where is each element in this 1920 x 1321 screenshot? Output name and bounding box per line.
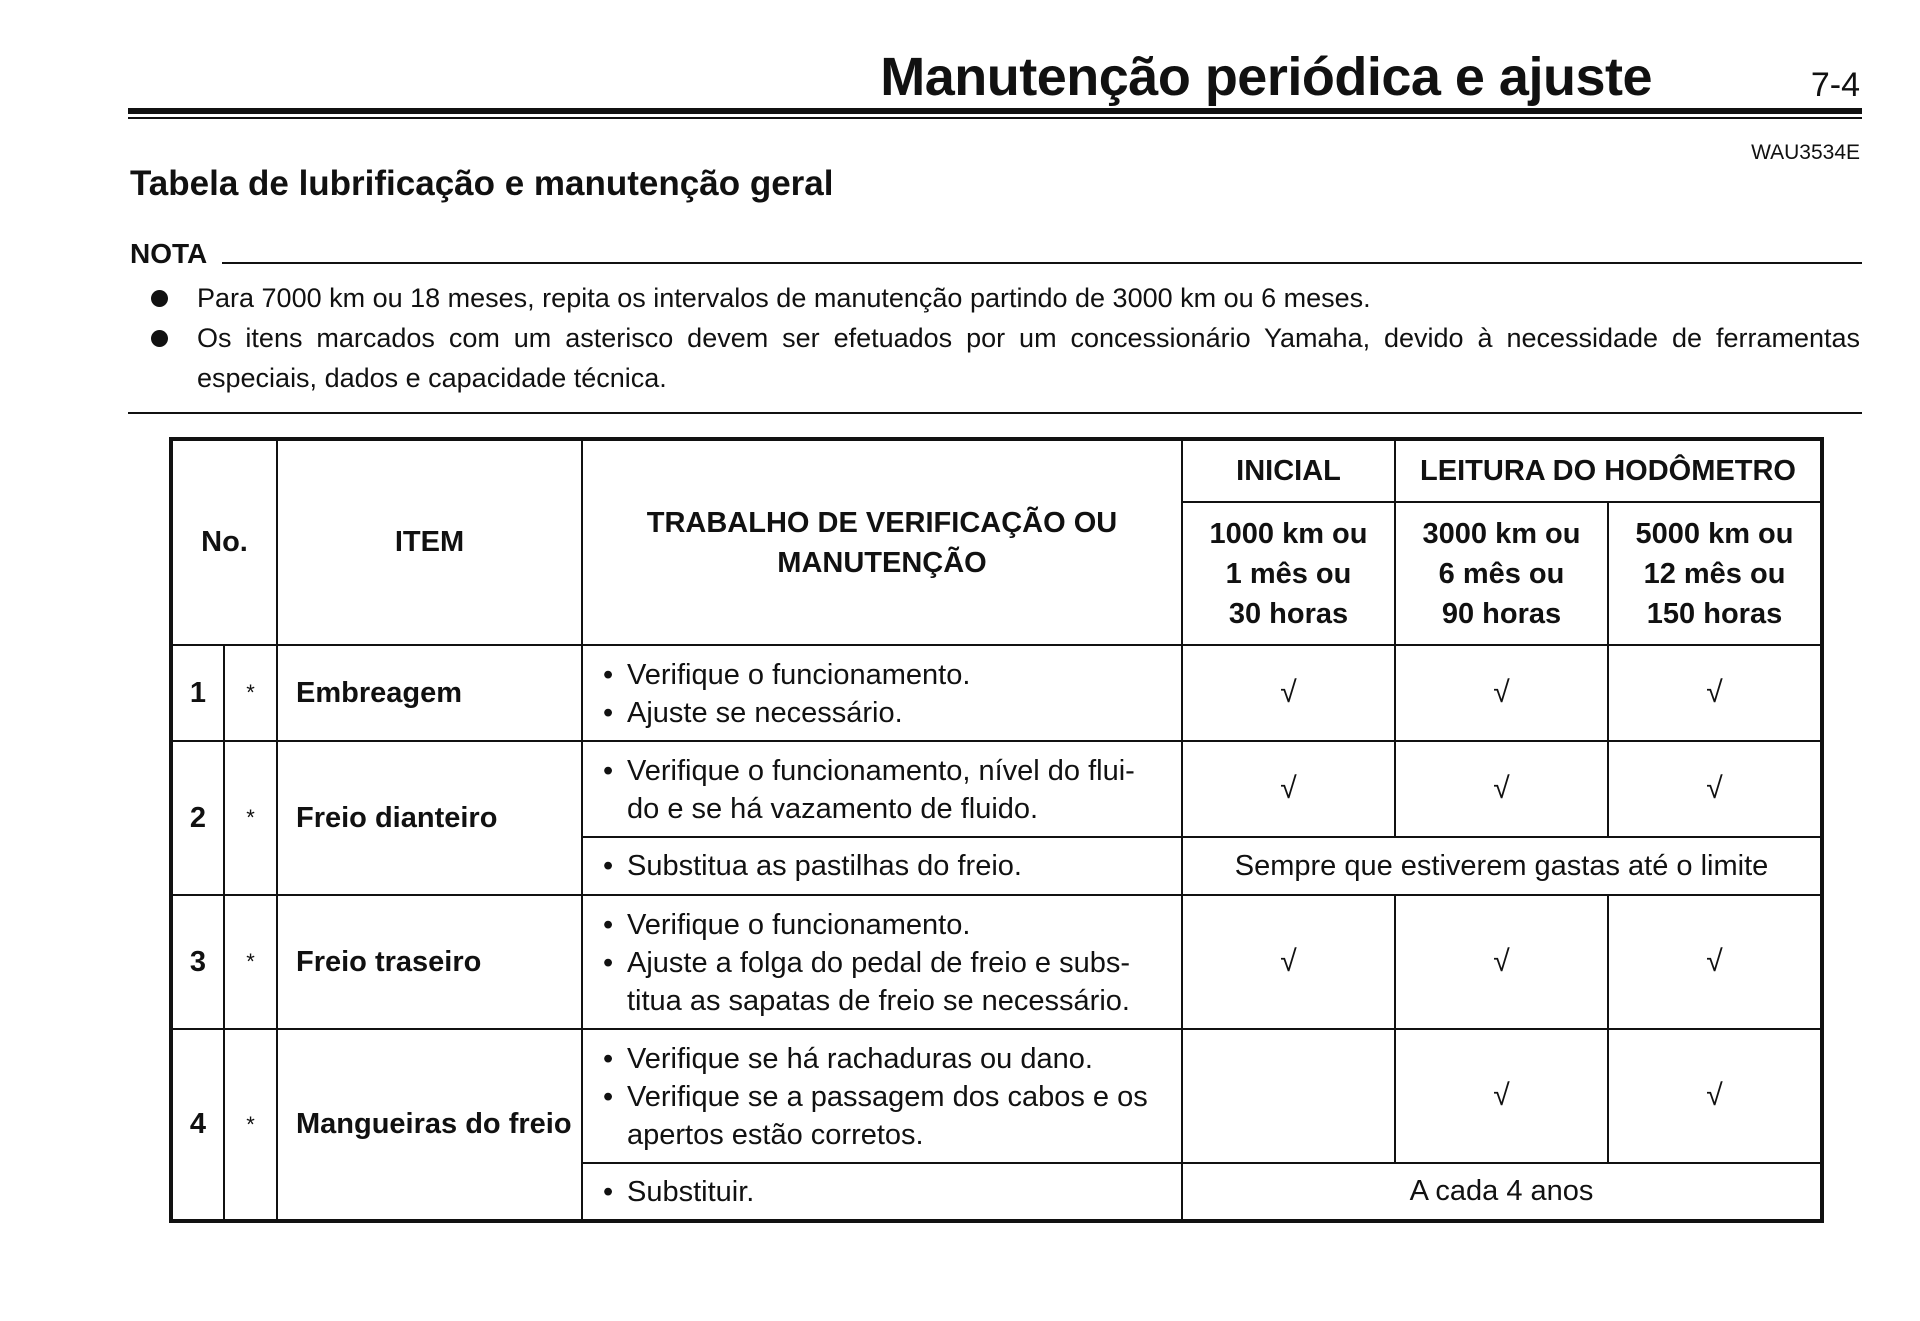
row-item: Freio dianteiro (277, 741, 582, 895)
check-initial: √ (1182, 741, 1395, 837)
interval-note: A cada 4 anos (1182, 1163, 1822, 1221)
row-work (582, 837, 1182, 895)
section-title: Tabela de lubrificação e manutenção geral (130, 164, 834, 203)
check-odo-2: √ (1608, 1029, 1822, 1163)
work-line: • Verifique se a passagem dos cabos e os apertos estão corretos. (603, 1078, 1165, 1154)
asterisk-mark: * (224, 1029, 277, 1221)
check-initial (1182, 1029, 1395, 1163)
interval-3 (1608, 502, 1822, 645)
interval-line: 5000 km ou (1635, 517, 1794, 550)
header-rule-thick (128, 108, 1862, 114)
note-label: NOTA (130, 238, 208, 269)
work-line: • Verifique o funcionamento, nível do flui-do e se há vazamento de fluido. (603, 752, 1165, 828)
header-item: ITEM (277, 439, 582, 645)
interval-line: 90 horas (1441, 597, 1562, 630)
bullet-icon (151, 330, 168, 347)
check-odo-1: √ (1395, 741, 1608, 837)
table-row (171, 645, 1822, 741)
row-work (582, 741, 1182, 837)
asterisk-mark: * (224, 895, 277, 1029)
row-number: 1 (171, 645, 224, 741)
check-odo-1: √ (1395, 1029, 1608, 1163)
work-line: • Verifique o funcionamento. (603, 656, 1165, 694)
maintenance-table (169, 437, 1824, 1223)
check-initial: √ (1182, 645, 1395, 741)
interval-line: 6 mês ou (1438, 557, 1565, 590)
check-odo-2: √ (1608, 645, 1822, 741)
row-number: 3 (171, 895, 224, 1029)
interval-line: 1 mês ou (1225, 557, 1352, 590)
header-no: No. (171, 439, 277, 645)
check-odo-1: √ (1395, 895, 1608, 1029)
page-number: 7-4 (1810, 66, 1860, 104)
document-code: WAU3534E (1751, 141, 1860, 164)
check-odo-2: √ (1608, 741, 1822, 837)
row-work (582, 1029, 1182, 1163)
table-header-row (171, 439, 1822, 502)
check-odo-1: √ (1395, 645, 1608, 741)
row-work (582, 895, 1182, 1029)
interval-line: 30 horas (1228, 597, 1349, 630)
note-text: Para 7000 km ou 18 meses, repita os intervalos de manutenção partindo de 3000 km ou 6 meses. (197, 283, 1371, 313)
note-rule (222, 262, 1862, 264)
table-row (171, 895, 1822, 1029)
interval-line: 150 horas (1646, 597, 1783, 630)
row-item: Freio traseiro (277, 895, 582, 1029)
note-end-rule (128, 412, 1862, 414)
interval-2 (1395, 502, 1608, 645)
note-text: Os itens marcados com um asterisco devem ser efetuados por um concessionário Yamaha, devido à necessidade de ferramentas especiais, dados e capacidade técnica. (197, 323, 1860, 393)
interval-line: 1000 km ou (1209, 517, 1368, 550)
note-item (130, 278, 1860, 318)
row-number: 4 (171, 1029, 224, 1221)
row-item: Embreagem (277, 645, 582, 741)
check-initial: √ (1182, 895, 1395, 1029)
table-row (171, 1029, 1822, 1163)
note-list (130, 278, 1860, 398)
header-initial: INICIAL (1182, 439, 1395, 502)
header-odometer: LEITURA DO HODÔMETRO (1395, 439, 1822, 502)
row-item: Mangueiras do freio (277, 1029, 582, 1221)
asterisk-mark: * (224, 741, 277, 895)
note-item (130, 318, 1860, 398)
work-line: • Verifique o funcionamento. (603, 906, 1165, 944)
interval-line: 3000 km ou (1422, 517, 1581, 550)
work-line: • Substitua as pastilhas do freio. (603, 847, 1165, 885)
interval-1 (1182, 502, 1395, 645)
header-work: TRABALHO DE VERIFICAÇÃO OU MANUTENÇÃO (582, 439, 1182, 645)
row-work (582, 1163, 1182, 1221)
check-odo-2: √ (1608, 895, 1822, 1029)
interval-note: Sempre que estiverem gastas até o limite (1182, 837, 1822, 895)
page-header-title: Manutenção periódica e ajuste (880, 47, 1652, 107)
work-line: • Ajuste a folga do pedal de freio e subs-titua as sapatas de freio se necessário. (603, 944, 1165, 1020)
work-line: • Verifique se há rachaduras ou dano. (603, 1040, 1165, 1078)
asterisk-mark: * (224, 645, 277, 741)
row-work (582, 645, 1182, 741)
header-rule-thin (128, 117, 1862, 119)
interval-line: 12 mês ou (1643, 557, 1786, 590)
table-row (171, 741, 1822, 837)
work-line: • Ajuste se necessário. (603, 694, 1165, 732)
row-number: 2 (171, 741, 224, 895)
work-line: • Substituir. (603, 1173, 1165, 1211)
bullet-icon (151, 290, 168, 307)
